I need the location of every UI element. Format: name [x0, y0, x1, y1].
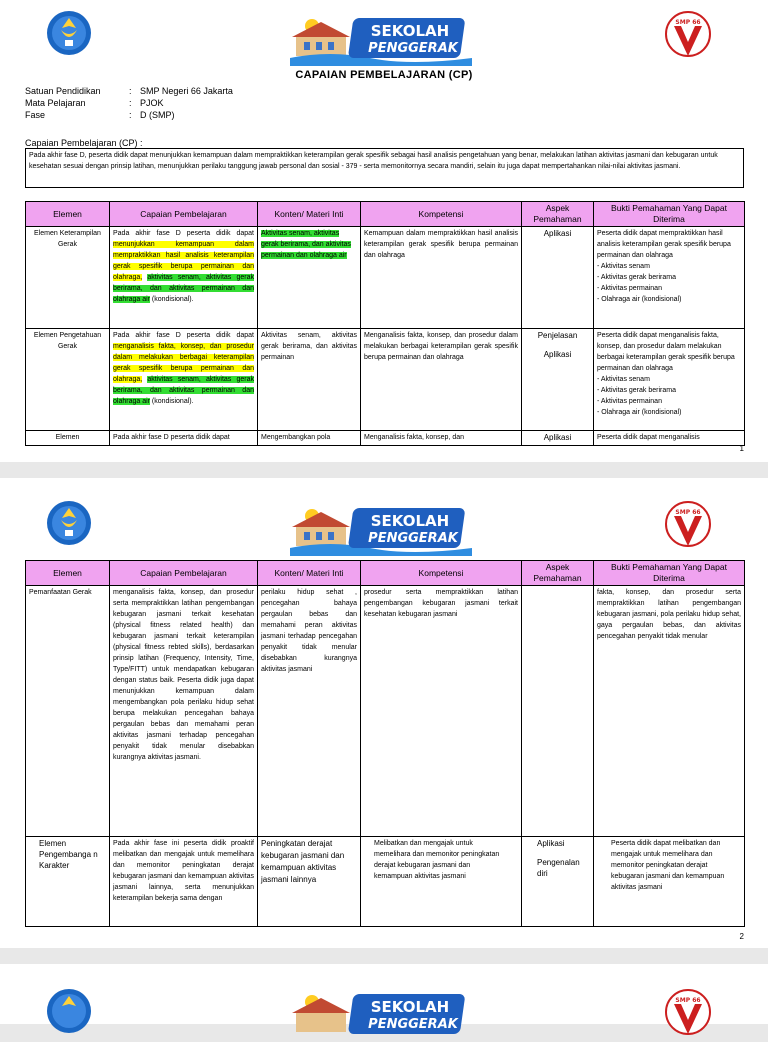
aspek-cell: [522, 431, 594, 446]
capaian-cell: Pada akhir fase D peserta didik dapat: [110, 431, 258, 446]
meta-value: D (SMP): [140, 110, 175, 120]
sekolah-penggerak-logo: [290, 990, 472, 1042]
bukti-cell: Peserta didik dapat menganalisis: [594, 431, 745, 446]
aspek-text: Penjelasan: [537, 331, 578, 340]
header-bukti: Bukti Pemahaman Yang Dapat Diterima: [594, 561, 745, 586]
bukti-list-item: - Aktivitas gerak berirama: [597, 387, 676, 394]
bukti-list-item: - Olahraga air (kondisional): [597, 409, 682, 416]
table-row: [26, 227, 745, 329]
smp-66-emblem: [664, 500, 712, 552]
aspek-text: Aplikasi: [543, 350, 572, 359]
smp-66-emblem: [664, 988, 712, 1040]
header-konten: Konten/ Materi Inti: [258, 561, 361, 586]
logo-line2-text: PENGGERAK: [368, 1017, 458, 1032]
konten-cell: [258, 227, 361, 329]
highlight-green-text: aktivitas senam, aktivitas gerak berirama, dan aktivitas permainan dan olahraga air: [113, 376, 254, 405]
highlight-yellow-text: menunjukkan kemampuan dalam mempraktikkan hasil analisis keterampilan gerak spesifik berupa permainan dan olahraga,: [113, 241, 254, 281]
konten-cell: perilaku hidup sehat , pencegahan bahaya pergaulan bebas dan memahami peran aktivitas jasmani terhadap pencegahan penyakit tidak menular disebabkan kurangnya aktivitas jasmani: [258, 586, 361, 837]
meta-label: Satuan Pendidikan: [25, 86, 101, 96]
meta-value: PJOK: [140, 98, 164, 108]
smp-66-emblem: [664, 10, 712, 62]
aspek-cell: [522, 586, 594, 837]
capaian-text: (kondisional).: [151, 398, 194, 405]
kompetensi-cell: Kemampuan dalam mempraktikkan hasil analisis keterampilan gerak spesifik berupa permainan dan olahraga: [361, 227, 522, 329]
cp-label: Capaian Pembelajaran (CP) :: [25, 138, 143, 148]
aspek-cell: [522, 837, 594, 927]
table-header-row: [26, 561, 745, 586]
kompetensi-cell: [361, 837, 522, 927]
capaian-text: Pada akhir fase D peserta didik dapat: [113, 230, 254, 237]
kompetensi-cell: Menganalisis fakta, konsep, dan: [361, 431, 522, 446]
capaian-text: (kondisional).: [151, 296, 194, 303]
header-capaian: Capaian Pembelajaran: [110, 561, 258, 586]
bukti-list-item: - Aktivitas senam: [597, 263, 650, 270]
logo-line1-text: SEKOLAH: [370, 512, 450, 530]
header-konten: Konten/ Materi Inti: [258, 202, 361, 227]
sekolah-penggerak-logo: [290, 14, 472, 66]
kompetensi-cell: prosedur serta mempraktikkan latihan pengembangan kebugaran jasmani terkait kesehatan kebugaran jasmani: [361, 586, 522, 837]
bukti-list-item: - Olahraga air (kondisional): [597, 296, 682, 303]
aspek-cell: [522, 227, 594, 329]
document-page-2: [0, 478, 768, 948]
elemen-cell: Elemen Pengetahuan Gerak: [26, 329, 110, 431]
page-number: 1: [739, 444, 744, 453]
elemen-cell: Elemen Keterampilan Gerak: [26, 227, 110, 329]
cp-table-page-1: [25, 201, 745, 446]
aspek-text: Aplikasi: [537, 839, 565, 848]
capaian-cell: [110, 329, 258, 431]
meta-label: Fase: [25, 110, 46, 120]
emblem-text: SMP 66: [675, 509, 701, 516]
konten-cell: [258, 837, 361, 927]
cp-description: Pada akhir fase D, peserta didik dapat menunjukkan kemampuan dalam mempraktikkan keterampilan gerak spesifik sebagai hasil analisis pengetahuan yang benar, melakukan latihan aktivitas jasmani dan kebugaran untuk kesehatan sesuai dengan prinsip latihan, menunjukkan perilaku tanggung jawab personal dan sosial - 379 - serta memonitornya secara mandiri, selain itu juga dapat mempertahankan nilai-nilai aktivitas jasmani.: [25, 148, 744, 188]
tut-wuri-handayani-logo: [46, 500, 92, 546]
bukti-list-item: - Aktivitas gerak berirama: [597, 274, 676, 281]
highlight-green-text: Aktivitas senam, aktivitas gerak berirama, dan aktivitas permainan dan olahraga air: [261, 230, 351, 259]
document-page-3: [0, 964, 768, 1032]
logo-line1-text: SEKOLAH: [370, 998, 450, 1016]
page-number: 2: [739, 932, 744, 941]
bukti-text: Peserta didik dapat menganalisis fakta, konsep, dan prosedur dalam melakukan berbagai keterampilan gerak spesifik berupa permainan dan olahraga: [597, 332, 735, 372]
konten-cell: Mengembangkan pola: [258, 431, 361, 446]
meta-value: SMP Negeri 66 Jakarta: [140, 86, 233, 96]
bukti-text: Peserta didik dapat melibatkan dan mengajak untuk memelihara dan memonitor peningkatan derajat kebugaran jasmani dan kemampuan aktivitas jasmani: [611, 840, 725, 891]
header-elemen: Elemen: [26, 202, 110, 227]
highlight-yellow-text: menganalisis fakta, konsep, dan prosedur dalam melakukan berbagai keterampilan gerak spesifik berupa permainan dan olahraga,: [113, 343, 254, 383]
bukti-cell: [594, 329, 745, 431]
aspek-cell: [522, 329, 594, 431]
aspek-text: Aplikasi: [543, 229, 572, 238]
meta-colon: :: [129, 110, 132, 120]
sekolah-penggerak-logo: [290, 504, 472, 556]
elemen-cell: [26, 837, 110, 927]
elemen-cell: Elemen: [26, 431, 110, 446]
konten-cell: Aktivitas senam, aktivitas gerak berirama, dan aktivitas permainan: [258, 329, 361, 431]
table-row: [26, 431, 745, 446]
header-capaian: Capaian Pembelajaran: [110, 202, 258, 227]
emblem-text: SMP 66: [675, 19, 701, 26]
logo-line2-text: PENGGERAK: [368, 41, 458, 56]
aspek-text: Aplikasi: [543, 433, 572, 442]
bukti-list-item: - Aktivitas permainan: [597, 285, 662, 292]
header-kompetensi: Kompetensi: [361, 202, 522, 227]
highlight-green-text: aktivitas senam, aktivitas gerak berirama, dan aktivitas permainan dan olahraga air: [113, 274, 254, 303]
bukti-text: Peserta didik dapat mempraktikkan hasil analisis keterampilan gerak spesifik berupa permainan dan olahraga: [597, 230, 731, 259]
capaian-cell: [110, 227, 258, 329]
meta-colon: :: [129, 98, 132, 108]
header-kompetensi: Kompetensi: [361, 561, 522, 586]
table-row: [26, 329, 745, 431]
kompetensi-text: Melibatkan dan mengajak untuk memelihara dan memonitor peningkatan derajat kebugaran jasmani dan kemampuan aktivitas jasmani: [374, 840, 500, 880]
bukti-cell: [594, 837, 745, 927]
capaian-cell: Pada akhir fase ini peserta didik proaktif melibatkan dan mengajak untuk memelihara dan memonitor peningkatan derajat kebugaran jasmani dan kemampuan aktivitas jasmani lainnya, serta menunjukkan keterampilan bekerja sama dengan: [110, 837, 258, 927]
tut-wuri-handayani-logo: [46, 10, 92, 56]
table-header-row: [26, 202, 745, 227]
logo-line2-text: PENGGERAK: [368, 531, 458, 546]
header-aspek: Aspek Pemahaman: [522, 202, 594, 227]
bukti-list-item: - Aktivitas permainan: [597, 398, 662, 405]
capaian-text: Pada akhir fase D peserta didik dapat: [113, 332, 254, 339]
meta-colon: :: [129, 86, 132, 96]
cp-table-page-2: [25, 560, 745, 927]
meta-label: Mata Pelajaran: [25, 98, 86, 108]
emblem-text: SMP 66: [675, 997, 701, 1004]
elemen-text: Elemen Pengembanga n Karakter: [39, 839, 98, 870]
bukti-list-item: - Aktivitas senam: [597, 376, 650, 383]
page-title: CAPAIAN PEMBELAJARAN (CP): [295, 69, 473, 81]
elemen-cell: Pemanfaatan Gerak: [26, 586, 110, 837]
bukti-cell: [594, 227, 745, 329]
header-bukti: Bukti Pemahaman Yang Dapat Diterima: [594, 202, 745, 227]
konten-text: Peningkatan derajat kebugaran jasmani dan kemampuan aktivitas jasmani lainnya: [261, 839, 345, 884]
document-page-1: [0, 0, 768, 462]
logo-line1-text: SEKOLAH: [370, 22, 450, 40]
table-row: [26, 837, 745, 927]
header-aspek: Aspek Pemahaman: [522, 561, 594, 586]
bukti-cell: fakta, konsep, dan prosedur serta mempraktikkan latihan pengembangan kebugaran jasmani, pola perilaku hidup sehat, gaya pergaulan bebas, dan aktivitas pencegahan penyakit tidak menular: [594, 586, 745, 837]
tut-wuri-handayani-logo: [46, 988, 92, 1034]
capaian-cell: menganalisis fakta, konsep, dan prosedur serta mempraktikkan latihan pengembangan kebugaran jasmani terkait kesehatan (physical fitness related health) dan kebugaran jasmani terkait keterampilan (physical fitness rebted skills), berdasarkan prinsip latihan (Frequency, Intensity, Time, Type/FITT) untuk mendapatkan kebugaran dengan status baik. Peserta didik juga dapat menunjukkan kemampuan dalam mengembangkan pola perilaku hidup sehat berupa melakukan pencegahan bahaya pergaulan bebas dan memahami peran aktivitas jasmani terhadap pencegahan penyakit tidak menular disebabkan kurangnya aktivitas jasmani.: [110, 586, 258, 837]
aspek-text: Pengenalan diri: [537, 858, 580, 878]
table-row: [26, 586, 745, 837]
header-elemen: Elemen: [26, 561, 110, 586]
kompetensi-cell: Menganalisis fakta, konsep, dan prosedur dalam melakukan berbagai keterampilan gerak spesifik berupa permainan dan olahraga: [361, 329, 522, 431]
